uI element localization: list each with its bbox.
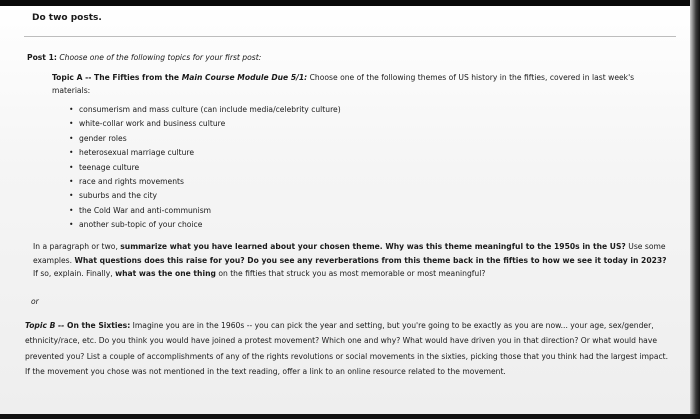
post-1-intro [27,53,261,62]
list-item [68,189,341,203]
list-item [68,117,341,131]
or-separator: or [31,297,39,306]
list-item [68,218,341,232]
photo-edge-shadow [690,0,700,419]
topic-a [52,71,664,97]
instruction-emphasis: what was the one thing [115,269,216,279]
topic-a-label [52,73,307,82]
theme-list [68,103,341,233]
bottom-border [0,414,700,419]
topic-a-text: Choose one of the following themes of US history in the fifties, covered in last week's materials: [52,73,635,95]
topic-a-instructions [33,240,673,281]
page-heading: Do two posts. [32,13,102,23]
instruction-text: Use some examples. [33,242,666,265]
topic-a-label-prefix: Topic A -- The Fifties from the [52,73,182,82]
bullet-icon: • [69,148,74,158]
list-item-text: suburbs and the city [79,191,158,201]
top-border [0,0,700,6]
post-1-label: Post 1: [27,53,57,62]
topic-b-title: On the Sixties: [66,321,131,330]
topic-b [25,318,675,380]
list-item-text: the Cold War and anti-communism [79,205,212,215]
topic-b-label-prefix: Topic B -- [25,321,67,330]
instruction-text: If so, explain. Finally, [33,269,116,279]
list-item-text: another sub-topic of your choice [79,220,203,230]
bullet-icon: • [69,205,74,215]
topic-b-text: Imagine you are in the 1960s -- you can pick the year and setting, but you're going to be exactly as you are now... your age, sex/gender, ethnicity/race, etc. Do you think you would have joined a protest movement? Which one and why? What would have driven you in that direction? Or what would have prevented you? List a couple of accomplishments of any of the rights revolutions or social movements in the sixties, picking those that you think had the largest impact. If the movement you chose was not mentioned in the text reading, offer a link to an online resource related to the movement. [25,321,669,377]
instruction-text: on the fifties that struck you as most memorable or most meaningful? [215,269,486,279]
instruction-emphasis: summarize what you have learned about your chosen theme. Why was this theme meaningful to the 1950s in the US? [120,242,626,251]
bullet-icon: • [69,176,74,186]
bullet-icon: • [69,162,74,172]
bullet-icon: • [69,133,74,143]
list-item-text: white-collar work and business culture [79,119,226,129]
list-item-text: heterosexual marriage culture [79,148,195,158]
topic-a-module-name: Main Course Module Due 5/1: [181,73,308,82]
list-item [68,132,341,146]
bullet-icon: • [69,220,74,230]
bullet-icon: • [69,105,74,114]
list-item [68,204,341,218]
post-1-text: Choose one of the following topics for your first post: [59,53,262,62]
list-item-text: gender roles [79,133,127,143]
instruction-text: In a paragraph or two, [33,242,121,251]
list-item [68,161,341,175]
list-item [68,103,341,117]
bullet-icon: • [69,191,74,201]
list-item [68,175,341,189]
topic-b-label [25,321,130,330]
list-item-text: race and rights movements [79,176,184,186]
list-item [68,146,341,160]
bullet-icon: • [69,119,74,129]
list-item-text: consumerism and mass culture (can include media/celebrity culture) [79,105,341,114]
instruction-emphasis: What questions does this raise for you? Do you see any reverberations from this theme back in the fifties to how we see it today in 2023? [74,255,667,265]
list-item-text: teenage culture [79,162,140,172]
divider-line [24,36,676,37]
